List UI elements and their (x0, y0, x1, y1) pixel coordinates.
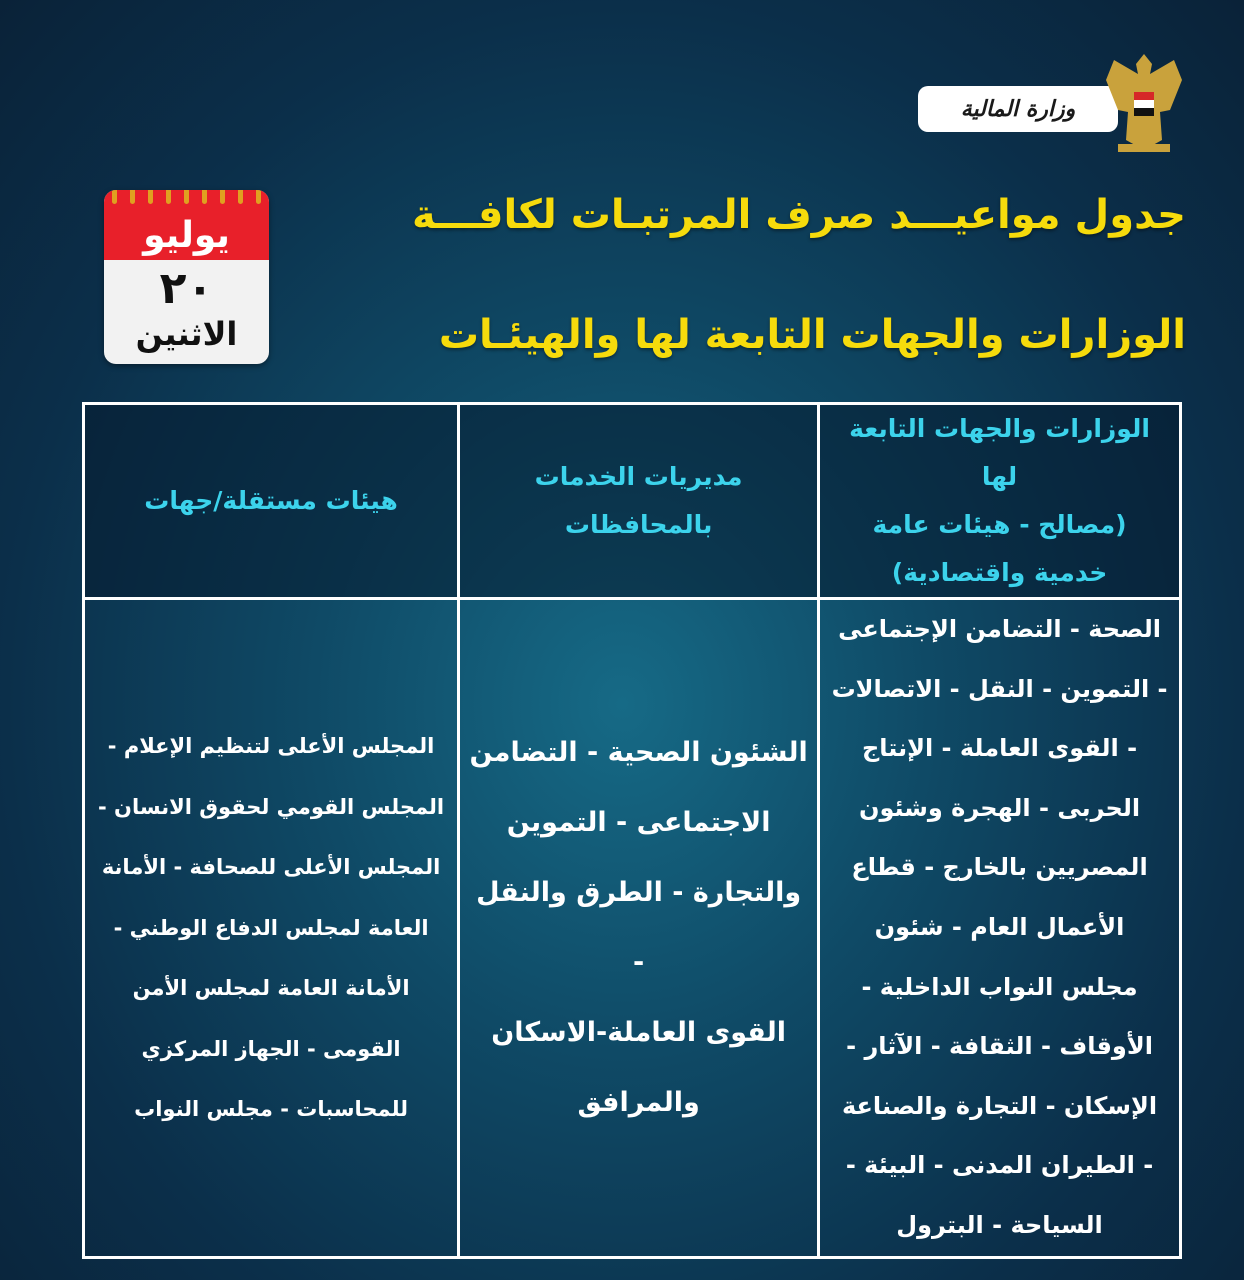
header-directorates (459, 404, 819, 599)
text-line: بالمحافظات (564, 510, 713, 539)
text-line: العامة لمجلس الدفاع الوطني - (113, 915, 429, 940)
text-line: الأوقاف - الثقافة - الآثار - (846, 1032, 1153, 1061)
text-line: الإسكان - التجارة والصناعة (841, 1091, 1158, 1120)
text-line: المجلس الأعلى لتنظيم الإعلام - (107, 734, 435, 759)
ministry-logo-text: وزارة المالية (918, 86, 1118, 132)
text-line: الاجتماعى - التموين (506, 806, 771, 838)
cell-independent-bodies (84, 599, 459, 1258)
text-line: - التموين - النقل - الاتصالات (831, 674, 1168, 703)
text-line: الأعمال العام - شئون (874, 912, 1125, 941)
text-line: مديريات الخدمات (534, 462, 743, 491)
text-line: - الطيران المدنى - البيئة - (845, 1151, 1154, 1180)
text-line: الشئون الصحية - التضامن (469, 736, 808, 768)
header-independent-bodies (84, 404, 459, 599)
text-line: الصحة - التضامن الإجتماعى (838, 615, 1161, 643)
calendar-rings-icon (112, 190, 261, 204)
text-line: الأمانة العامة لمجلس الأمن (132, 976, 410, 1001)
cell-ministries (819, 599, 1181, 1258)
text-line: القومى - الجهاز المركزي (141, 1036, 401, 1061)
page-title-line1: جدول مواعيـــد صرف المرتبـات لكافـــة (412, 192, 1186, 238)
text-line: (مصالح - هيئات عامة (872, 510, 1127, 539)
text-line: القوى العاملة-الاسكان (491, 1016, 786, 1048)
eagle-emblem-icon (1104, 50, 1184, 156)
calendar-weekday: الاثنين (135, 315, 238, 353)
text-line: - القوى العاملة - الإنتاج (861, 734, 1138, 763)
text-line: للمحاسبات - مجلس النواب (134, 1097, 409, 1122)
cell-directorates (459, 599, 819, 1258)
page-title-line2: الوزارات والجهات التابعة لها والهيئـات (438, 312, 1186, 358)
salary-schedule-table (82, 402, 1182, 1259)
header-ministries (819, 404, 1181, 599)
text-line: السياحة - البترول (896, 1210, 1103, 1239)
text-line: مجلس النواب الداخلية - (861, 972, 1138, 1001)
text-line: المجلس الأعلى للصحافة - الأمانة (101, 855, 441, 880)
calendar-month: يوليو (143, 215, 230, 256)
text-line: الوزارات والجهات التابعة لها (849, 414, 1150, 491)
text-line: المجلس القومي لحقوق الانسان - (98, 794, 445, 819)
text-line: والمرافق (577, 1086, 700, 1118)
text-line: الحربى - الهجرة وشئون (858, 793, 1141, 822)
text-line: خدمية واقتصادية) (891, 558, 1108, 587)
calendar-day: ٢٠ (159, 263, 214, 314)
text-line: هيئات مستقلة/جهات (144, 486, 398, 515)
text-line: المصريين بالخارج - قطاع (851, 853, 1148, 882)
date-calendar (104, 190, 269, 364)
text-line: والتجارة - الطرق والنقل - (476, 876, 802, 978)
